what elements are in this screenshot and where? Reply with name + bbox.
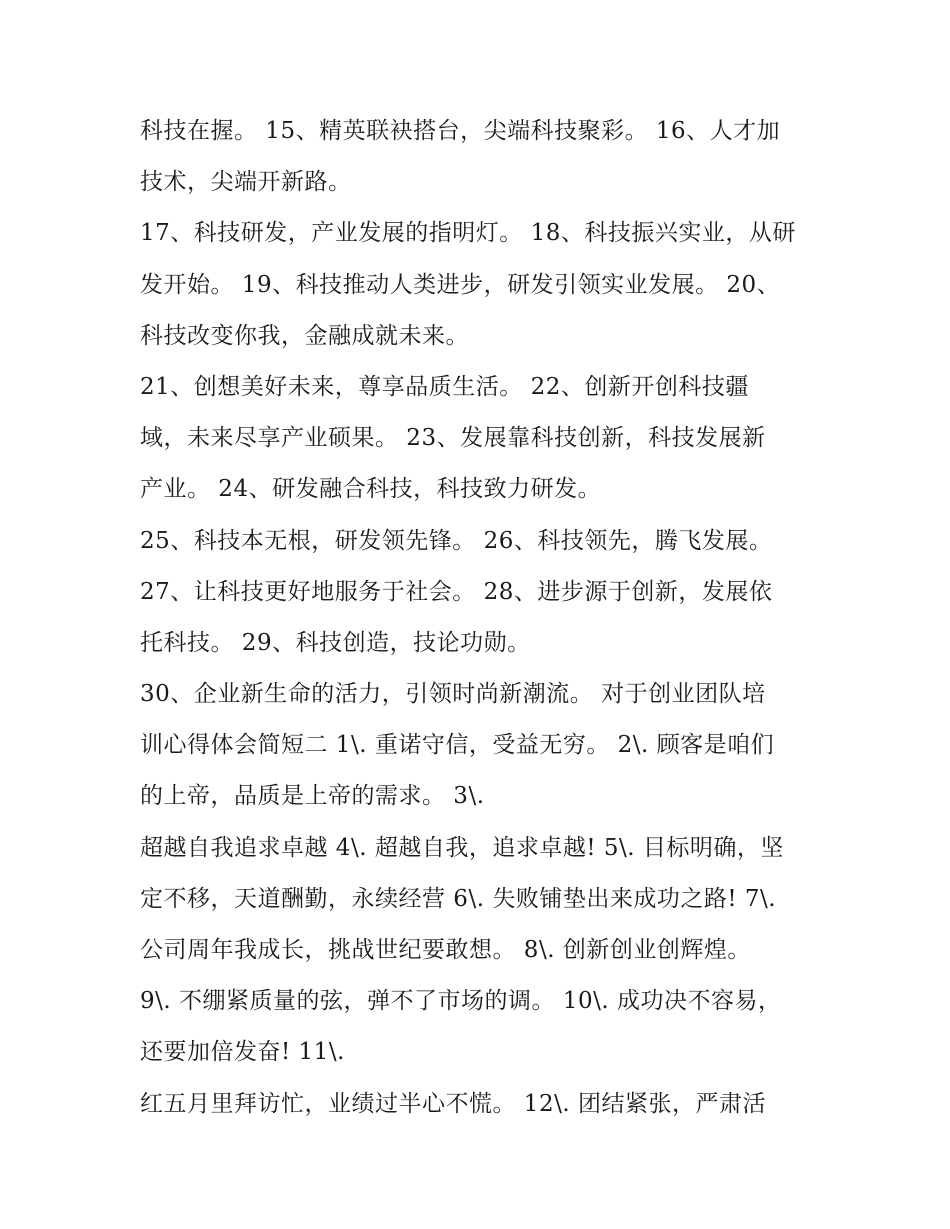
text-line: 定不移，天道酬勤，永续经营 6\. 失败铺垫出来成功之路! 7\. (140, 885, 777, 912)
text-line: 的上帝，品质是上帝的需求。 3\. (140, 783, 485, 810)
text-line: 30、企业新生命的活力，引领时尚新潮流。 对于创业团队培 (140, 681, 766, 708)
text-line: 托科技。 29、科技创造，技论功勋。 (140, 629, 531, 656)
text-line: 27、让科技更好地服务于社会。 28、进步源于创新，发展依 (140, 578, 773, 605)
text-line: 域，未来尽享产业硕果。 23、发展靠科技创新，科技发展新 (140, 425, 766, 452)
text-line: 技术，尖端开新路。 (140, 169, 352, 196)
text-line: 17、科技研发，产业发展的指明灯。 18、科技振兴实业，从研 (140, 220, 796, 247)
text-line: 红五月里拜访忙，业绩过半心不慌。 12\. 团结紧张，严肃活 (140, 1090, 766, 1117)
text-line: 科技在握。 15、精英联袂搭台，尖端科技聚彩。 16、人才加 (140, 118, 781, 144)
text-line: 25、科技本无根，研发领先锋。 26、科技领先，腾飞发展。 (140, 527, 773, 554)
text-line: 发开始。 19、科技推动人类进步，研发引领实业发展。 20、 (140, 271, 781, 298)
text-line: 产业。 24、研发融合科技，科技致力研发。 (140, 476, 602, 503)
text-line: 超越自我追求卓越 4\. 超越自我，追求卓越! 5\. 目标明确，坚 (140, 834, 784, 861)
text-line: 9\. 不绷紧质量的弦，弹不了市场的调。 10\. 成功决不容易， (140, 988, 782, 1015)
text-line: 还要加倍发奋! 11\. (140, 1039, 345, 1066)
text-line: 公司周年我成长，挑战世纪要敢想。 8\. 创新创业创辉煌。 (140, 937, 751, 963)
text-line: 21、创想美好未来，尊享品质生活。 22、创新开创科技疆 (140, 373, 749, 400)
text-line: 训心得体会简短二 1\. 重诺守信，受益无穷。 2\. 顾客是咱们 (140, 732, 775, 759)
text-line: 科技改变你我，金融成就未来。 (140, 322, 469, 349)
document-body (140, 106, 820, 1130)
